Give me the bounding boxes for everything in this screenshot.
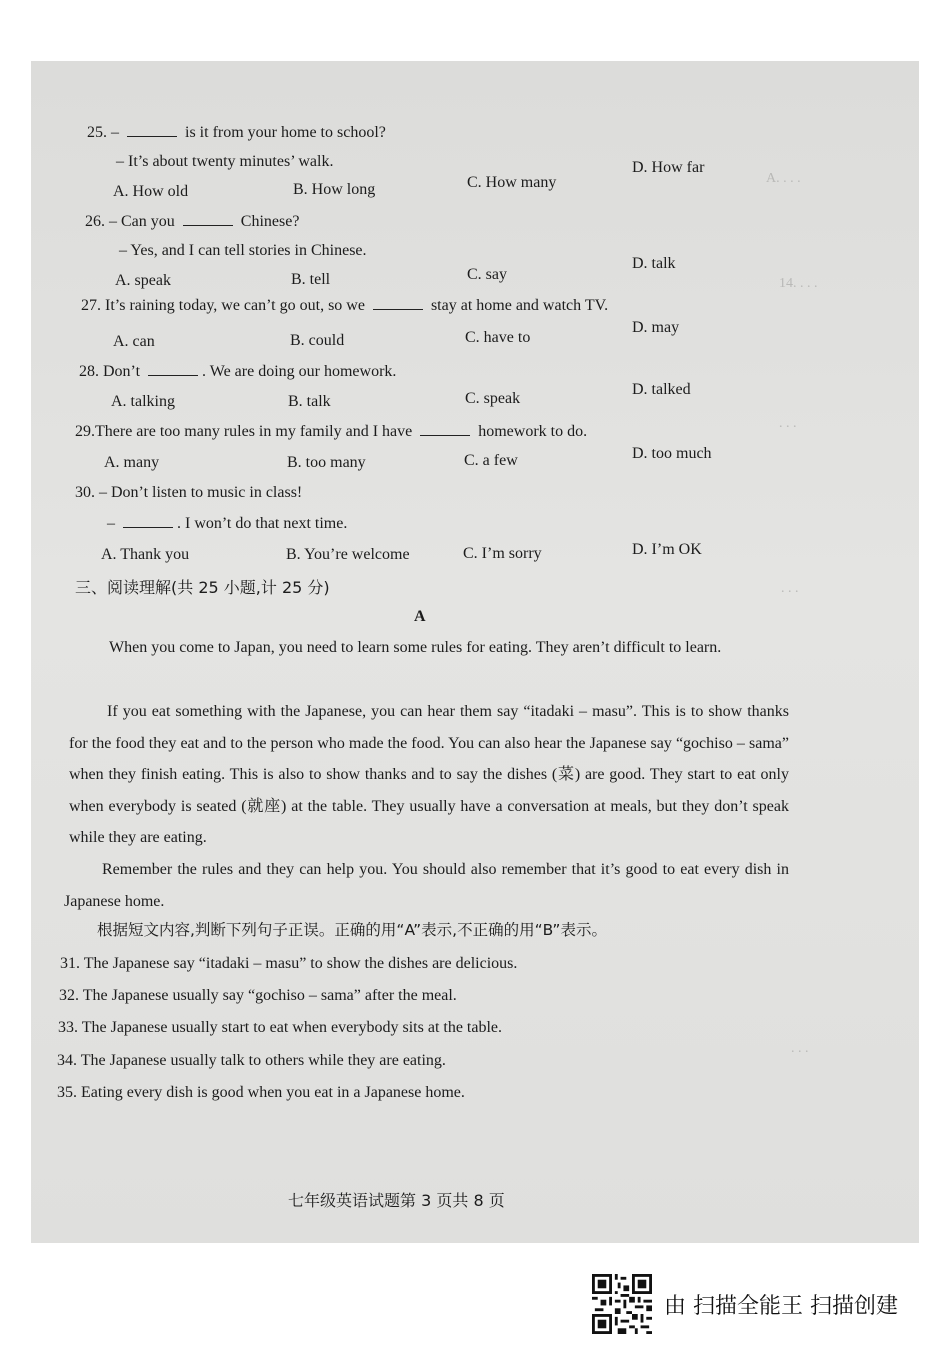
- option-c: C. have to: [465, 329, 531, 346]
- option-d: D. talked: [632, 381, 691, 398]
- scanner-footer: [592, 1274, 898, 1334]
- question-27: [81, 297, 608, 315]
- page-number-footer: 七年级英语试题第 3 页共 8 页: [288, 1191, 505, 1210]
- question-28: [79, 363, 396, 381]
- option-b: B. talk: [288, 393, 331, 410]
- question-stem: stay at home and watch TV.: [426, 297, 609, 314]
- question-26-reply: – Yes, and I can tell stories in Chinese.: [119, 242, 367, 259]
- question-stem: It’s raining today, we can’t go out, so we: [105, 297, 369, 314]
- statement-34: 34. The Japanese usually talk to others while they are eating.: [57, 1052, 446, 1069]
- question-stem: . We are doing our homework.: [202, 363, 397, 380]
- qr-code-icon: [592, 1274, 652, 1334]
- question-stem: is it from your home to school?: [181, 124, 386, 141]
- question-number: 30.: [75, 484, 95, 501]
- answer-blank: [123, 515, 173, 528]
- statement-33: 33. The Japanese usually start to eat when everybody sits at the table.: [58, 1019, 503, 1036]
- question-stem: –: [107, 515, 119, 532]
- question-stem: – Can you: [109, 213, 179, 230]
- option-a: A. talking: [111, 393, 175, 410]
- task-instruction: 根据短文内容,判断下列句子正误。正确的用“A”表示,不正确的用“B”表示。: [97, 921, 607, 939]
- option-b: B. too many: [287, 454, 366, 471]
- option-a: A. Thank you: [101, 546, 190, 563]
- option-d: D. too much: [632, 445, 712, 462]
- question-stem: –: [111, 124, 123, 141]
- option-a: A. many: [104, 454, 160, 471]
- option-b: B. You’re welcome: [286, 546, 410, 563]
- option-b: B. How long: [293, 181, 376, 198]
- statement-35: 35. Eating every dish is good when you eat in a Japanese home.: [57, 1084, 465, 1101]
- bleed-through-text: A. . . .: [766, 171, 801, 186]
- answer-blank: [183, 213, 233, 226]
- scanner-credit-text: 由 扫描全能王 扫描创建: [664, 1293, 898, 1319]
- question-number: 26.: [85, 213, 105, 230]
- statement-31: 31. The Japanese say “itadaki – masu” to show the dishes are delicious.: [60, 955, 518, 972]
- question-30: [75, 484, 302, 502]
- question-number: 25.: [87, 124, 107, 141]
- question-29: [75, 423, 587, 441]
- question-30-reply: [107, 515, 347, 533]
- option-d: D. may: [632, 319, 680, 336]
- option-b: B. tell: [291, 271, 331, 288]
- question-stem: Chinese?: [236, 213, 300, 230]
- option-c: C. say: [467, 266, 507, 283]
- question-stem: There are too many rules in my family and I have: [95, 423, 417, 440]
- question-25: [87, 124, 386, 142]
- option-a: A. How old: [113, 183, 189, 200]
- option-c: C. How many: [467, 174, 557, 191]
- answer-blank: [148, 363, 198, 376]
- option-c: C. a few: [464, 452, 518, 469]
- question-25-reply: – It’s about twenty minutes’ walk.: [116, 153, 334, 170]
- question-26: [85, 213, 299, 231]
- answer-blank: [373, 297, 423, 310]
- question-stem: . I won’t do that next time.: [177, 515, 348, 532]
- option-a: A. can: [113, 333, 155, 350]
- exam-page: [31, 61, 919, 1243]
- bleed-through-text: . . .: [781, 581, 799, 596]
- option-d: D. How far: [632, 159, 705, 176]
- section-title: 三、阅读理解(共 25 小题,计 25 分): [75, 578, 330, 597]
- question-stem: homework to do.: [474, 423, 588, 440]
- question-number: 28.: [79, 363, 99, 380]
- question-number: 29.: [75, 423, 95, 440]
- bleed-through-text: 14. . . .: [779, 276, 818, 291]
- passage-label: A: [414, 608, 426, 625]
- bleed-through-text: . . .: [791, 1041, 809, 1056]
- option-d: D. talk: [632, 255, 676, 272]
- answer-blank: [420, 423, 470, 436]
- option-c: C. speak: [465, 390, 521, 407]
- question-number: 27.: [81, 297, 101, 314]
- option-d: D. I’m OK: [632, 541, 702, 558]
- question-stem: – Don’t listen to music in class!: [99, 484, 303, 501]
- question-stem: Don’t: [103, 363, 145, 380]
- passage-paragraph-3: Remember the rules and they can help you. You should also remember that it’s good to eat every dish in Japanese home.: [64, 861, 789, 910]
- passage-paragraph-2: If you eat something with the Japanese, you can hear them say “itadaki – masu”. This is to show thanks for the food they eat and to the person who made the food. You can also hear the Japanese say “gochiso – sama” when they finish eating. This is also to show thanks and to say the dishes (菜) are good. They start to eat only when everybody is seated (就座) at the table. They usually have a conversation at meals, but they don’t speak while they are eating.: [69, 703, 789, 846]
- answer-blank: [127, 124, 177, 137]
- passage-paragraph-1: When you come to Japan, you need to learn some rules for eating. They aren’t difficult to learn.: [109, 639, 722, 656]
- option-a: A. speak: [115, 272, 171, 289]
- option-c: C. I’m sorry: [463, 545, 542, 562]
- bleed-through-text: . . .: [779, 416, 797, 431]
- statement-32: 32. The Japanese usually say “gochiso – sama” after the meal.: [59, 987, 457, 1004]
- option-b: B. could: [290, 332, 345, 349]
